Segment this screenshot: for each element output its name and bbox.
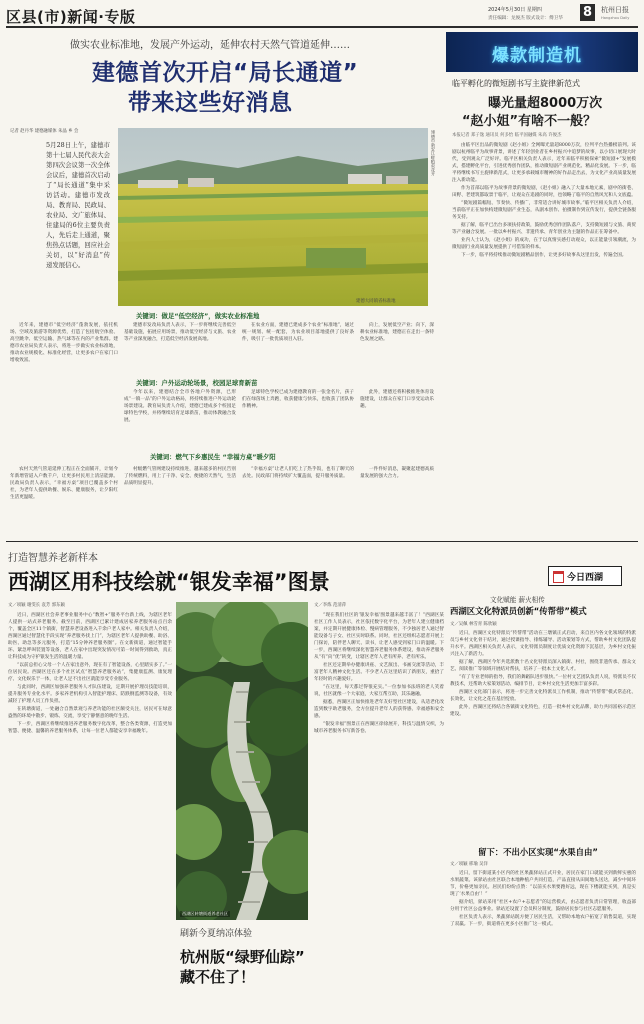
masthead-rule [6,26,638,28]
date-line: 2024年5月30日 星期四 [488,7,542,13]
sidebar-body-extra-5: 下一步，临平将持续推动微短剧精品创作，让更多好故事从这里出发，传遍全国。 [461,253,627,258]
section-title: 区县(市)新闻·专版 [6,8,136,26]
sidebar-body-extra-3: 据了解，临平已出台多项扶持政策，鼓励优秀创作团队落户，支持微短剧与文旅、商贸等产业融合发展。一批以乡村振兴、非遗传承、青年创业为主题的作品正在筹备中。 [452,223,636,235]
story1-body-col4b-text: 此外，建德还将积极推进体育设施建设，让群众在家门口享受运动乐趣。 [360,390,434,409]
story1-body-col2b [124,389,236,449]
editor-line: 责任编辑：龙俊杰 版式设计：傅卫华 [488,16,563,21]
page-number: 8 [580,4,595,21]
story2-headline: 西湖区用科技绘就“银发幸福”图景 [8,570,330,594]
rice-field-illustration [118,128,428,306]
story2-body-left-extra-2: 与此同时，西湖区加强养老服务人才队伍建设，定期开展护理员技能培训，提升服务专业化水平。多家养老机构引入智能护理床、防跌倒监测等设备，有效减轻了护理人员工作负担。 [8,685,172,704]
story2-body-mid-extra-3: 据悉，西湖区正加快推进老年友好型社区建设，从适老化改造到数字助老服务，全方位提升老年人的获得感、幸福感和安全感。 [314,700,444,719]
story2-kicker: 打造智慧养老新样本 [8,553,98,564]
sidebar-headline-line1: 曝光量超8000万次 [488,96,603,111]
sidebar-banner-text: 爆款制造机 [492,46,582,66]
today-tag [548,566,622,586]
story1-photo [118,128,428,306]
promo-line1: 杭州版“绿野仙踪” [180,948,305,966]
story2-body-left-extra-1: “以前总担心父母一个人在家出意外，现在有了智能设备，心里踏实多了。”一位居民说。西湖区还在多个社区试点“智慧养老服务站”，集健康监测、康复理疗、文化娱乐于一体，让老人足不出社区就能享受专业服务。 [8,663,172,682]
story2-body-mid-extra-1: 社区还定期举办健康讲座、文艺演出、书画交流等活动，丰富老年人精神文化生活。不少老人在这里结识了新朋友，重拾了年轻时的兴趣爱好。 [314,663,444,682]
story1-body-col4-text: 向上，发展低空产业；向下，深耕农业标准地，建德正在走出一条特色发展之路。 [360,323,434,342]
keyword-2: 关键词：户外运动轮场景，校园足球育新苗 [136,379,258,387]
right-body-extra-2: “有了专业老师的指导，我们的舞蹈队进步很快。”一位村文艺团队负责人说，特派员不仅教技术，还帮助大家策划活动、编排节目，让乡村文化生活更加丰富多彩。 [450,675,636,687]
story1-body-col3b [242,389,354,449]
paper-name-en: Hangzhou Daily [601,16,630,20]
story1-body2: 今年以来，建德结合全市各地户外资源，已形成“一镇一品”的户外运动格局，将持续推进户外运动轮场景建设。教育局负责人介绍，建德已建成多个校园足球特色学校，并将继续培育足球新苗，推动体教融合发展。 [124,390,236,423]
story1-body-col3 [242,322,354,376]
story2-body-left-extra-4: 下一步，西湖区将继续推进养老服务数字化改革，整合各类资源，打造更加智慧、便捷、温馨的养老服务体系，让每一位老人都能安享幸福晚年。 [8,722,172,734]
right-sub-byline: 文／项颖 邢瑜 吴洋 [450,862,488,867]
promo-line2: 藏不住了！ [180,968,256,986]
calendar-icon [553,571,564,583]
right-byline: 文／吴佩 林雪青 陈欣颖 [450,622,497,627]
right-headline: 西湖区文化特派员创新“传帮带”模式 [450,606,587,616]
story1-body-col3-text: 在农业方面，建德已建成多个农业“标准地”，通过统一规划、统一配套，为农业项目落地提供了良好条件，吸引了一批优质项目入驻。 [242,323,354,342]
story2-body-left-extra-3: 在转塘街道，一处融合自然景观与养老功能的社区颇受关注，居民可在绿意盎然的环境中散步、锻炼、交流，享受宁静惬意的晚年生活。 [8,707,172,719]
sidebar-body-extra-1: 作为首部以临平为故事背景的微短剧，《赵小姐》融入了大量本地元素，剧中的街巷、田野、老建筑都取景于临平，让观众在追剧的同时，也领略了临平的自然风光和人文底蕴。 [452,186,636,198]
story1-body-col1b [10,466,118,538]
story2-body-mid-text: “现在我们社区的‘银发幸福’图景越来越丰富了！”西湖区某社区工作人员表示，社区依托数字化平台，为老年人建立健康档案，并定期开展健康体检、慢病管理服务，不少独居老人通过智能设备与子女、社区实时联系。同时，社区还组织志愿者开展上门探访，陪伴老人聊天、读书，让老人感受到家门口的温暖。下一步，西湖区将继续深化智慧养老服务体系建设，推动养老服务从“有”向“优”转变，让辖区老年人老有所养、老有所乐。 [314,613,444,660]
story1-body-col4 [360,322,434,376]
story1-body-col4b [360,389,434,449]
story2-body-left-text: 近日，西湖区社会养老事业服务中心“数智+”服务平台新上线，为辖区老年人提供一站式养老服务。截至目前，西湖区已累计建成居家养老服务站点百余个，覆盖全区11个镇街，智慧养老设备进入千余户老人家中。相关负责人介绍，西湖区通过智慧化手段实现“养老服务找上门”，为辖区老年人提供助餐、助浴、助医、助急等多元服务，打造“15分钟养老服务圈”。在文新街道，通过智能手环、紧急呼叫装置等设备，老人在家中出现突发情况可第一时间得到救助，真正让科技成为守护银发生活的温暖力量。 [8,613,172,660]
right-kicker: 文化赋能 薪火相传 [490,596,545,604]
paper-name: 杭州日报 [601,6,629,14]
sidebar-body-text: 由临平区出品的微短剧《赵小姐》全网曝光量超8000万次，位列平台热播榜前列。该剧以杭州临平为故事背景，讲述了年轻创业者在乡村振兴中追梦的故事，以小切口展现大时代，受到观众广泛好评。临平区相关负责人表示，近年来临平积极探索“微短剧+”发展模式，搭建孵化平台，引进优秀创作团队，推动微短剧产业规范化、精品化发展。下一步，临平将继续书写主旋律新范式，让更多承载城市精神的好作品走出去，为文化产业高质量发展注入新动能。 [452,143,636,183]
right-sub-body-text: 近日，留下街道某小区内的社区果蔬驿站正式开业，居民在家门口就能买到新鲜实惠的水果蔬菜。该驿站由社区联合本地种植户共同打造，产品直接从田间地头送达，减少中间环节，价格更加亲民。居民们纷纷点赞：“以前买水果要跑好远，现在下楼就能买到，真是实现了‘水果自由’！” [450,871,636,897]
sidebar-byline: 本报记者 郑子逸 通讯员 何多怡 临平国融媒 朱高 许俊杰 [452,133,562,138]
right-body-extra-4: 此外，西湖区还将结合各镇街文化特色，打造一批乡村文化品牌，助力共同富裕示范区建设。 [450,705,636,717]
sidebar-kicker: 临平孵化的微短剧书写主旋律新范式 [452,79,580,88]
story1-kicker: 做实农业标准地，发展产外运动，延伸农村天然气管道延伸…… [70,40,350,51]
story1-body1-cont: 建德市发改局负责人表示，下一步将继续完善低空基础设施，拓展应用场景，推动低空经济与文旅、农业等产业深度融合，打造低空经济发展高地。 [124,323,236,342]
story1-photo-side-caption: 建德市新安江畔稻菽花开 [431,130,436,177]
right-body-extra-1: 据了解，西湖区今年共选派数十名文化特派员深入镇街、村社，围绕非遗传承、群众文艺、阅读推广等领域开展结对帮扶，培养了一批本土文化人才。 [450,660,636,672]
story1-headline-line2: 带来这些好消息 [128,90,293,116]
story2-photo [176,602,308,920]
story2-byline-mid: 文／李炼 范清萍 [314,603,347,608]
keyword-1: 关键词：做足“低空经济”，做实农业标准地 [136,312,260,320]
promo-title: 刷新今夏纳凉体验 [180,929,253,939]
story1-body-col3c [242,466,354,538]
right-sub-body-extra-2: 社区负责人表示，果蔬驿站既方便了居民生活，又帮助本地农户拓宽了销售渠道，实现了双赢。下一步，街道将在更多小区推广这一模式。 [450,915,636,927]
sidebar-body-extra-2: “微短剧篇幅短、节奏快、传播广，非常适合讲好城市故事。”临平区相关负责人介绍，当前临平正在加快构建微短剧产业生态，从剧本创作、拍摄制作到宣传发行，提供全链条服务支持。 [452,201,636,220]
story1-body-col3c-text: “幸福方桌”让老人们吃上了热乎饭，也有了聊天的去处。民政部门将持续扩大覆盖面，提升服务质量。 [242,467,354,479]
story1-photo-caption: 建德大同镇省标准地 [356,299,396,304]
sidebar-banner [446,32,638,72]
story2-body-mid-extra-2: “在这里，每天都过得很充实。”一位参加书法班的老人笑着说，社区就像一个大家庭，大家互帮互助，其乐融融。 [314,685,444,697]
story1-headline-line1: 建德首次开启“局长通道” [92,60,359,86]
story1-body-col2c-text: 村级燃气管网建设持续推进，越来越多的村民告别了传统燃料，用上了干净、安全、便捷的天然气，生活品质明显提升。 [124,467,236,486]
section-divider [6,541,638,542]
story1-body-col2c [124,466,236,538]
right-sub-body [450,870,636,1020]
today-tag-label: 今日西湖 [567,573,604,583]
story1-body1: 近年来，建德市“低空经济”蓬勃发展，依托机场、空域及旅游等资源优势，打造了包括航空体验、高空跳伞、低空运输、热气球等在内的产业集群。建德市农业局负责人表示，将进一步做实农业标准地，推动农业规模化、标准化经营，让更多农户在家门口增收致富。 [10,323,118,363]
story1-body-col4c-text: 一件件好消息，凝聚起建德高质量发展的强大合力。 [360,467,434,479]
sidebar-body [452,142,636,538]
right-body [450,630,636,838]
story2-promo[interactable] [176,924,308,1020]
right-body-text: 近日，西湖区文化特派员“传帮带”活动在三墩镇正式启动，来自区内各文化领域的特派员与乡村文化骨干结对，通过授课指导、排练辅导、活动策划等方式，帮助乡村文化团队提升水平。西湖区相关负责人表示，文化特派员制度让优质文化资源下沉基层，为乡村文化振兴注入了新活力。 [450,631,636,657]
right-sub-body-extra-1: 据介绍，驿站采用“社区+农户+志愿者”的运营模式，由志愿者负责日常管理，收益部分用于社区公益事业。驿站还设置了会员积分制度，鼓励居民参与社区志愿服务。 [450,900,636,912]
right-body-extra-3: 西湖区文化部门表示，将进一步完善文化特派员工作机制，推动“传帮带”模式常态化、长效化，让文化之花在基层绽放。 [450,690,636,702]
right-sub-headline: 留下：不出小区实现“水果自由” [478,847,598,857]
story2-photo-caption: 西湖区转塘街道养老社区 [182,911,229,916]
story1-body-col1 [10,322,118,470]
story2-byline-left: 文／项颖 谢雯长 袁芳 郭东颖 [8,603,65,608]
forest-boardwalk-illustration [176,602,308,920]
story1-byline: 记者 赵丹华 建德融媒体 朱晶 乡 会 [10,129,79,134]
story2-body-mid-extra-4: “银发幸福”图景正在西湖区徐徐展开，科技与温情交织，为城市养老服务书写新答卷。 [314,722,444,734]
story2-body-left [8,612,172,1020]
story1-body-col2 [124,322,236,376]
story1-body3: 农村天然气管道延伸工程正在全面铺开，计划今年新增管道入户数千户，让更多村民用上清洁能源。民政局负责人表示，“幸福方桌”项目已覆盖多个村社，为老年人提供助餐、娱乐、健康服务，让夕阳红生活更温暖。 [10,467,118,500]
keyword-3: 关键词：燃气下乡惠民生 “幸福方桌”暖夕阳 [150,453,276,461]
sidebar-body-extra-4: 业内人士认为，《赵小姐》的成功，在于以真情实感打动观众，以正能量引领潮流，为微短剧行业高质量发展提供了可借鉴的样本。 [452,238,636,250]
story1-body-col3b-text: 足球特色学校已成为建德教育的一张金名片，孩子们在绿茵场上奔跑，收获健康与快乐，也收获了团队协作精神。 [242,390,354,409]
story1-lede: 5月28日上午，建德市第十七届人民代表大会第四次会议第一次全体会议后，建德首次启动了“局长通道”集中采访活动。建德市发改局、教育局、民政局、农业局、文广旅体局、住建局的6位主要负责人，先后走上通道，聚焦热点话题，回应社会关切，以“好消息”传递发展信心。 [46,141,110,269]
story1-body-col4c [360,466,434,538]
story2-body-mid [314,612,444,1020]
sidebar-headline-line2: “赵小姐”有啥不一般？ [462,114,597,129]
